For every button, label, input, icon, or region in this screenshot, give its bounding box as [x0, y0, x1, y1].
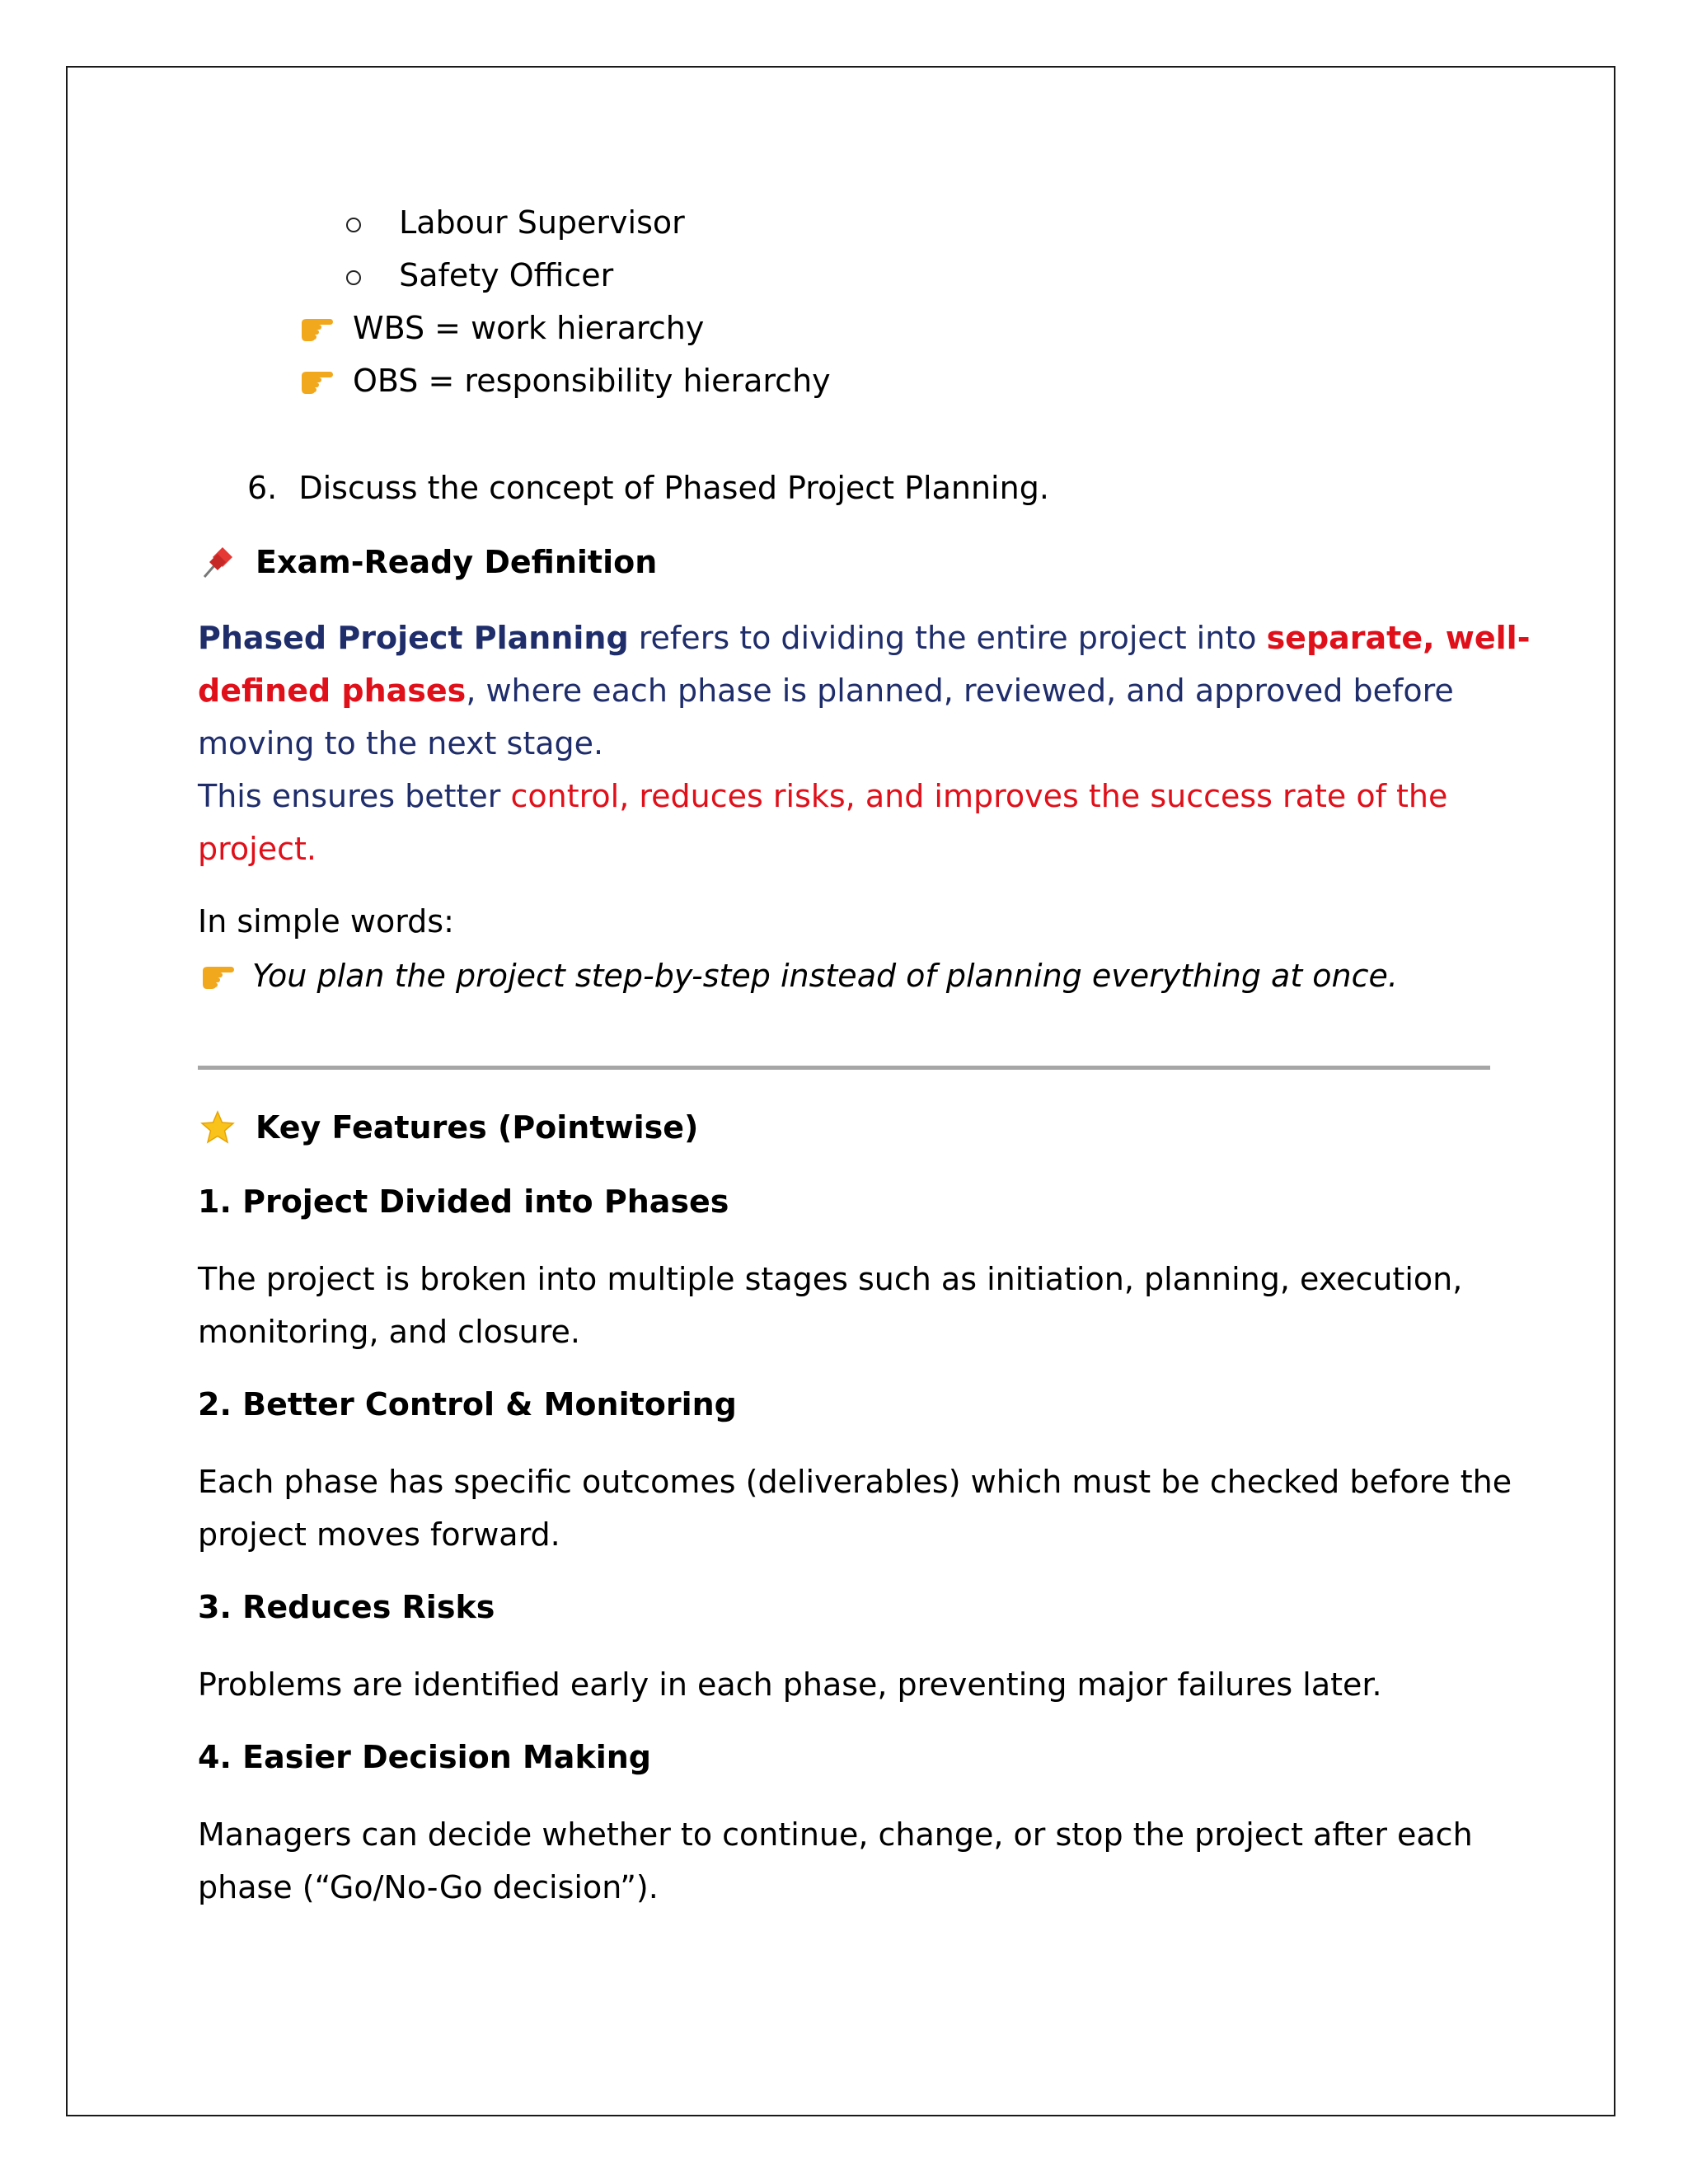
pushpin-icon: [199, 544, 236, 580]
simple-words-text: You plan the project step-by-step instead of planning everything at once.: [252, 958, 1398, 994]
feature-text: The project is broken into multiple stages such as initiation, planning, execution,: [198, 1261, 1463, 1297]
definition-line-5: project.: [198, 831, 316, 867]
feature-title: 4. Easier Decision Making: [198, 1739, 651, 1775]
pointing-hand-icon: [298, 312, 335, 344]
definition-line-4: This ensures better control, reduces risks, and improves the success rate of the: [198, 778, 1448, 814]
feature-text: Each phase has specific outcomes (deliverables) which must be checked before the: [198, 1464, 1512, 1500]
feature-text: Managers can decide whether to continue, change, or stop the project after each: [198, 1816, 1473, 1853]
sub-bullet-item: Safety Officer: [346, 255, 613, 295]
feature-title: 1. Project Divided into Phases: [198, 1183, 729, 1220]
feature-text: project moves forward.: [198, 1516, 560, 1553]
feature-title: 3. Reduces Risks: [198, 1589, 495, 1625]
pointing-hand-icon: [298, 364, 335, 397]
sub-bullet-item: Labour Supervisor: [346, 203, 685, 242]
features-heading: Key Features (Pointwise): [256, 1109, 699, 1146]
note-obs: OBS = responsibility hierarchy: [353, 363, 831, 399]
definition-line-2: defined phases, where each phase is planned, reviewed, and approved before: [198, 673, 1454, 709]
circle-bullet-icon: [346, 270, 361, 285]
definition-line-1: Phased Project Planning refers to dividing the entire project into separate, well-: [198, 620, 1531, 656]
simple-words-label: In simple words:: [198, 903, 454, 940]
feature-text: Problems are identified early in each phase, preventing major failures later.: [198, 1666, 1382, 1703]
question-6: 6. Discuss the concept of Phased Project Planning.: [247, 470, 1049, 506]
horizontal-divider: [198, 1066, 1490, 1070]
circle-bullet-icon: [346, 218, 361, 232]
feature-text: phase (“Go/No-Go decision”).: [198, 1869, 659, 1905]
pointing-hand-icon: [199, 959, 236, 992]
note-wbs: WBS = work hierarchy: [353, 310, 705, 346]
feature-text: monitoring, and closure.: [198, 1314, 580, 1350]
feature-title: 2. Better Control & Monitoring: [198, 1386, 737, 1422]
definition-line-3: moving to the next stage.: [198, 725, 604, 762]
definition-heading: Exam-Ready Definition: [256, 544, 658, 580]
star-icon: [199, 1109, 236, 1146]
